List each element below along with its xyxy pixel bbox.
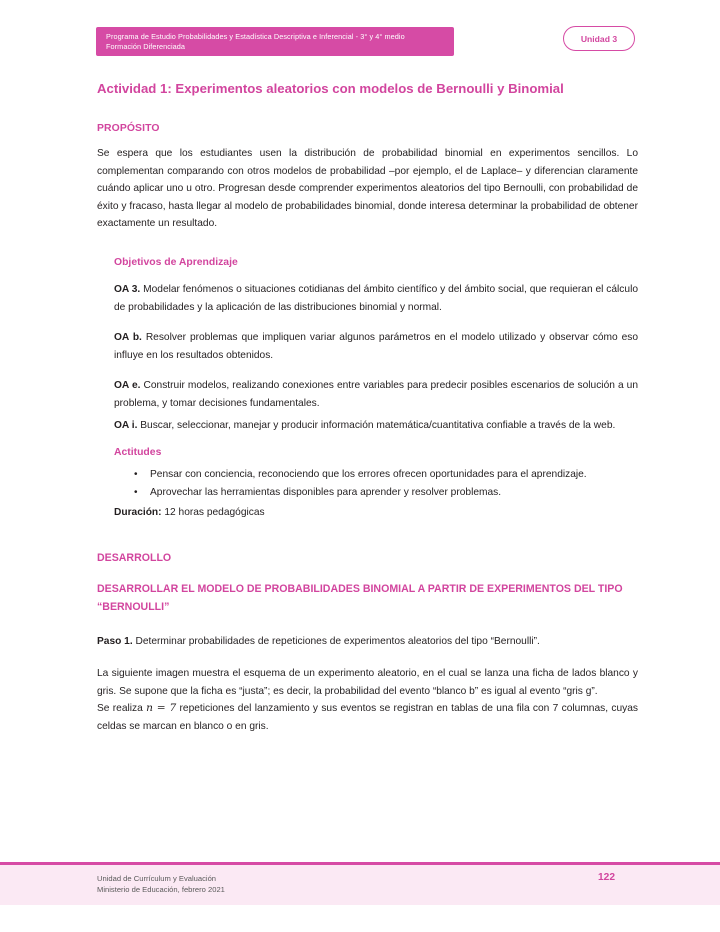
footer-line-1: Unidad de Currículum y Evaluación [97, 874, 217, 883]
objetivo-item [114, 329, 638, 364]
objetivo-code: OA 3. [114, 283, 141, 295]
objetivo-text: Resolver problemas que impliquen variar algunos parámetros en el modelo utilizado y observar cómo eso influye en los resultados obtenidos. [114, 332, 638, 361]
paso-1-text: Determinar probabilidades de repeticiones de experimentos aleatorios del tipo “Bernoulli”. [132, 636, 540, 648]
unit-badge-label: Unidad 3 [580, 33, 618, 44]
paso-1-label: Paso 1. [97, 636, 133, 648]
actitudes-heading: Actitudes [114, 447, 162, 459]
duracion-value: 12 horas pedagógicas [161, 507, 265, 519]
unit-badge [563, 26, 635, 51]
footer-line-2: Ministerio de Educación, febrero 2021 [97, 885, 225, 894]
footer-text [97, 873, 225, 895]
header-line-1: Programa de Estudio Probabilidades y Estadística Descriptiva e Inferencial - 3° y 4° medio [106, 32, 405, 41]
objetivo-text: Construir modelos, realizando conexiones entre variables para predecir posibles escenarios de solución a un problema, y tomar decisiones fundamentales. [114, 380, 639, 409]
page-title: Actividad 1: Experimentos aleatorios con modelos de Bernoulli y Binomial [97, 81, 564, 96]
objetivo-item [114, 281, 638, 316]
header-line-2: Formación Diferenciada [106, 42, 186, 51]
objetivo-item [114, 417, 638, 435]
list-item: • Aprovechar las herramientas disponibles para aprender y resolver problemas. [134, 484, 638, 502]
duracion [114, 504, 638, 522]
header-banner [96, 27, 454, 56]
objetivo-code: OA e. [114, 380, 141, 392]
desarrollo-paragraph-2 [97, 700, 638, 735]
objetivo-item [114, 377, 638, 412]
paragraph-2-pre: Se realiza [97, 703, 147, 715]
document-content [97, 80, 638, 746]
objetivos-block [114, 257, 638, 522]
desarrollo-heading: DESARROLLO [97, 552, 172, 565]
objetivos-heading: Objetivos de Aprendizaje [114, 256, 238, 268]
paso-1-paragraph [97, 633, 638, 651]
objetivo-code: OA b. [114, 332, 142, 344]
proposito-paragraph: Se espera que los estudiantes usen la distribución de probabilidad binomial en experimentos sencillos. Lo complementan comparando con otros modelos de probabilidad –por ejemplo, el de Laplace– y diferencian claramente cuándo aplicar uno u otro. Progresan desde comprender experimentos aleatorios del tipo Bernoulli, con probabilidad de éxito y fracaso, hasta llegar al modelo de probabilidades binomial, donde interesa determinar la probabilidad de obtener exactamente un resultado. [97, 148, 638, 230]
objetivo-text: Modelar fenómenos o situaciones cotidianas del ámbito científico y del ámbito social, que requieran el cálculo de probabilidades y la aplicación de las distribuciones binomial y normal. [114, 283, 638, 313]
math-expression: n = 7 [146, 702, 177, 715]
desarrollo-paragraph-1: La siguiente imagen muestra el esquema de un experimento aleatorio, en el cual se lanza una ficha de lados blanco y gris. Se supone que la ficha es “justa”; es decir, la probabilidad del evento “blanco b” es igual al evento “gris g”. [97, 667, 638, 697]
objetivo-text: Buscar, seleccionar, manejar y producir información matemática/cuantitativa confiable a través de la web. [137, 419, 616, 431]
objetivo-code: OA i. [114, 419, 138, 431]
actitudes-list [114, 466, 638, 502]
proposito-heading: PROPÓSITO [97, 123, 160, 134]
paragraph-2-post: repeticiones del lanzamiento y sus eventos se registran en tablas de una fila con 7 columnas, cuyas celdas se marcan en blanco o en gris. [97, 703, 638, 732]
desarrollo-subtitle: DESARROLLAR EL MODELO DE PROBABILIDADES BINOMIAL A PARTIR DE EXPERIMENTOS DEL TIPO “BERNOULLI” [97, 583, 623, 613]
duracion-label: Duración: [114, 507, 162, 519]
page-number: 122 [598, 872, 615, 883]
list-item: • Pensar con conciencia, reconociendo que los errores ofrecen oportunidades para el aprendizaje. [134, 466, 638, 484]
